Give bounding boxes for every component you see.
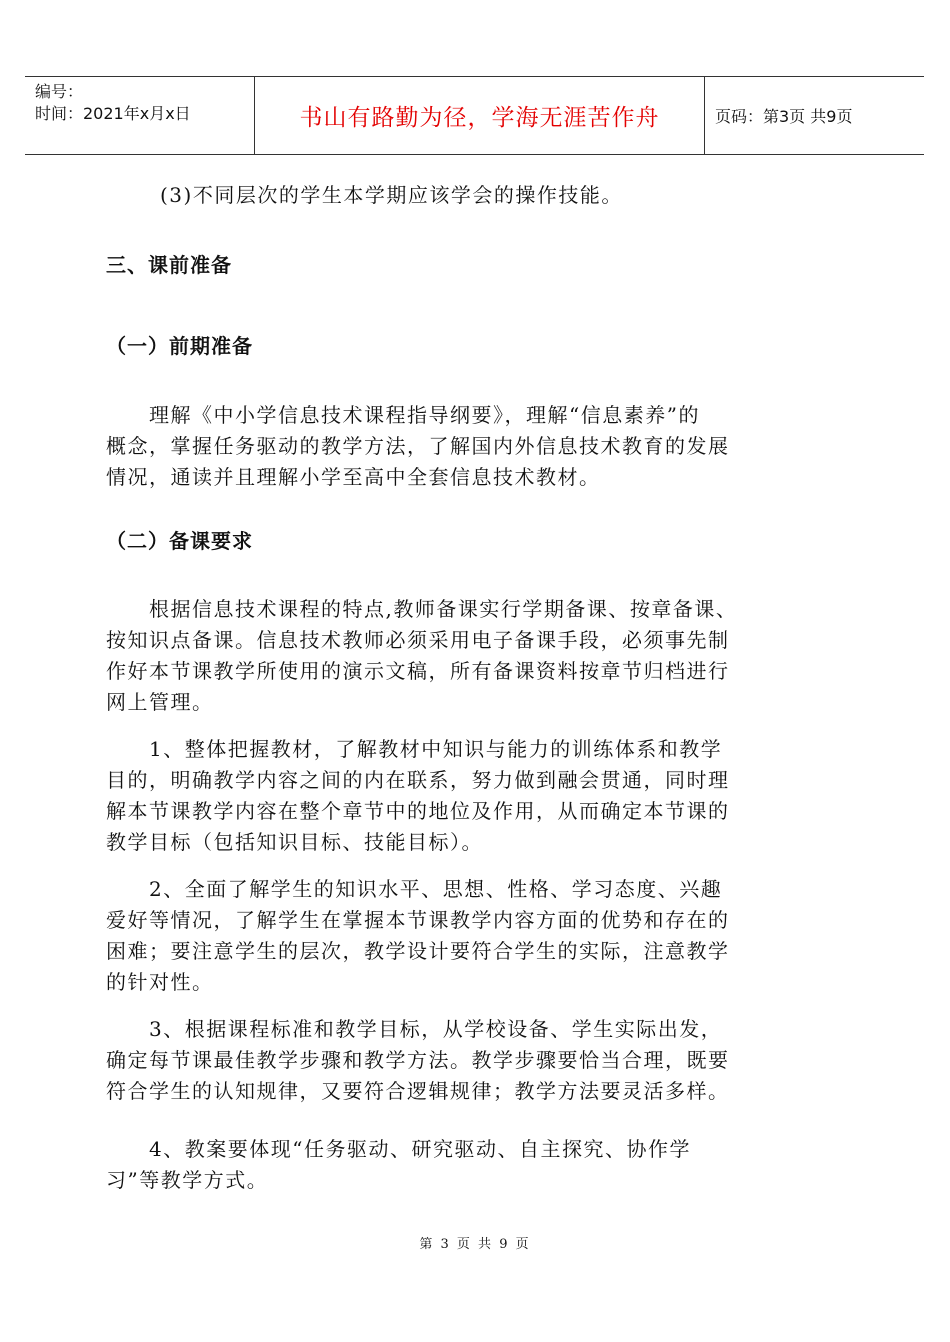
paragraph-line: 符合学生的认知规律，又要符合逻辑规律；教学方法要灵活多样。 [106,1079,730,1103]
paragraph-line: 习”等教学方式。 [106,1168,269,1192]
subsection-2-title: （二）备课要求 [106,529,253,553]
paragraph-line: 确定每节课最佳教学步骤和教学方法。教学步骤要恰当合理，既要 [106,1048,730,1072]
paragraph-line: 2、全面了解学生的知识水平、思想、性格、学习态度、兴趣 [106,877,723,901]
section-3-title: 三、课前准备 [106,253,232,277]
paragraph-line: 理解《中小学信息技术课程指导纲要》，理解“信息素养”的 [106,403,700,427]
paragraph-line: 4、教案要体现“任务驱动、研究驱动、自主探究、协作学 [106,1137,691,1161]
item-3-text: (3)不同层次的学生本学期应该学会的操作技能。 [160,183,623,207]
requirement-4-paragraph [106,1134,846,1196]
document-number-label: 编号： [35,82,84,101]
paragraph-line: 3、根据课程标准和教学目标，从学校设备、学生实际出发， [106,1017,723,1041]
paragraph-line: 目的，明确教学内容之间的内在联系，努力做到融会贯通，同时理 [106,768,730,792]
paragraph-line: 教学目标（包括知识目标、技能目标）。 [106,830,483,854]
paragraph-line: 爱好等情况，了解学生在掌握本节课教学内容方面的优势和存在的 [106,908,730,932]
paragraph-line: 困难；要注意学生的层次，教学设计要符合学生的实际，注意教学 [106,939,730,963]
paragraph-line: 作好本节课教学所使用的演示文稿，所有备课资料按章节归档进行 [106,659,730,683]
page-header [25,76,924,155]
paragraph-line: 1、整体把握教材，了解教材中知识与能力的训练体系和教学 [106,737,723,761]
document-time-label: 时间：2021年x月x日 [35,104,191,123]
page-footer: 第 3 页 共 9 页 [419,1237,531,1252]
header-motto: 书山有路勤为径，学海无涯苦作舟 [299,105,660,131]
subsection-1-paragraph [106,400,846,493]
header-info-cell [25,77,254,154]
paragraph-line: 按知识点备课。信息技术教师必须采用电子备课手段，必须事先制 [106,628,730,652]
paragraph-line: 解本节课教学内容在整个章节中的地位及作用，从而确定本节课的 [106,799,730,823]
paragraph-line: 根据信息技术课程的特点,教师备课实行学期备课、按章备课、 [106,597,738,621]
requirement-3-paragraph [106,1014,846,1107]
paragraph-line: 的针对性。 [106,970,214,994]
subsection-1-title: （一）前期准备 [106,334,253,358]
header-motto-cell [254,77,705,154]
requirement-1-paragraph [106,734,846,858]
paragraph-line: 情况，通读并且理解小学至高中全套信息技术教材。 [106,465,601,489]
paragraph-line: 网上管理。 [106,690,214,714]
subsection-2-paragraph [106,594,846,718]
paragraph-line: 概念，掌握任务驱动的教学方法，了解国内外信息技术教育的发展 [106,434,730,458]
header-page-cell [705,77,924,154]
header-page-number: 页码：第3页 共9页 [715,107,853,126]
requirement-2-paragraph [106,874,846,998]
